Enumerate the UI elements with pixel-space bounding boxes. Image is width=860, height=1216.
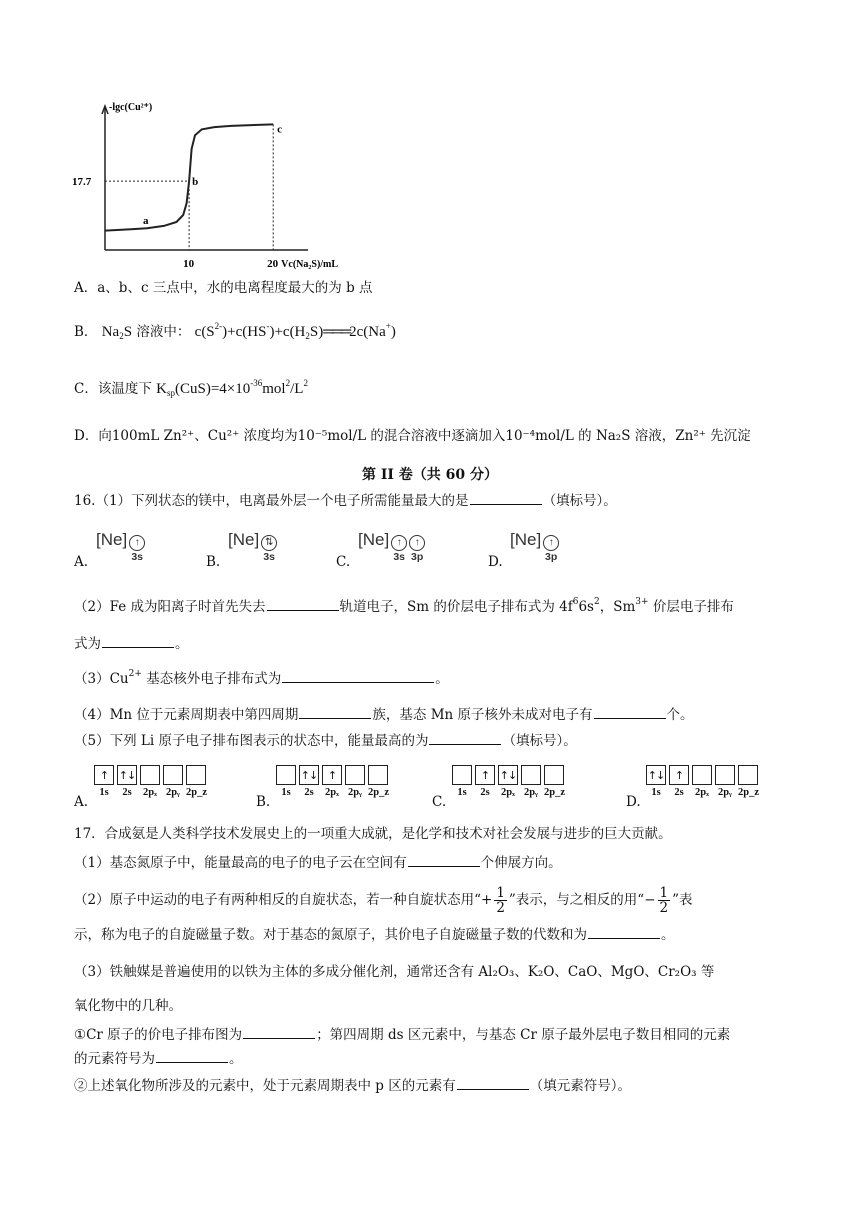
orbital-box: ↑↓ xyxy=(299,765,319,785)
li-option-letter: A. xyxy=(74,794,89,810)
q16-part2-line2: 式为 。 xyxy=(74,633,189,654)
orbital-cell xyxy=(129,530,145,563)
mg-config xyxy=(96,530,145,563)
orbital-label: 1s xyxy=(99,787,109,798)
li-option-letter: B. xyxy=(256,794,271,810)
x-axis-label: Vc(Na₂S)/mL xyxy=(281,259,339,270)
q16-part4: （4）Mn 位于元素周期表中第四周期 族，基态 Mn 原子核外未成对电子有 个。 xyxy=(74,704,694,725)
noble-gas-core: [Ne] xyxy=(510,530,542,549)
point-label-b: b xyxy=(192,176,199,189)
orbital-box xyxy=(715,765,735,785)
orbital-box xyxy=(452,765,472,785)
q17-stem: 17．合成氨是人类科学技术发展史上的一项重大成就，是化学和技术对社会发展与进步的巨大贡献。 xyxy=(74,826,672,842)
orbital-cell xyxy=(261,530,277,563)
orbital-label: 2pᵧ xyxy=(165,787,181,798)
orbital-cell xyxy=(391,530,407,563)
mg-config xyxy=(358,530,425,563)
orbital-box xyxy=(276,765,296,785)
orbital-label: 2pₓ xyxy=(142,787,158,798)
mg-config xyxy=(510,530,559,563)
orbital-label: 1s xyxy=(651,787,661,798)
orbital-label: 2p_z xyxy=(544,787,565,798)
orbital-circle: ↑ xyxy=(409,535,425,551)
point-label-c: c xyxy=(277,123,283,136)
orbital-label: 2pᵧ xyxy=(717,787,733,798)
orbital-box xyxy=(544,765,564,785)
li-orbital-diagram xyxy=(452,765,564,805)
y-axis-label: -lgc(Cu²⁺) xyxy=(109,102,153,113)
orbital-box: ↑ xyxy=(322,765,342,785)
q16-part1-stem: 16.（1）下列状态的镁中，电离最外层一个电子所需能量最大的是 （填标号）。 xyxy=(74,490,617,511)
orbital-circle: ↑ xyxy=(391,535,407,551)
q17-part2: （2）原子中运动的电子有两种相反的自旋状态，若一种自旋状态用“+ $\frac{1}{2}$ ”表示，与之相反的用“− $\frac{1}{2}$ ”表 xyxy=(74,885,693,916)
li-option-letter: C. xyxy=(432,794,447,810)
noble-gas-core: [Ne] xyxy=(358,530,390,549)
orbital-box xyxy=(163,765,183,785)
orbital-box xyxy=(140,765,160,785)
orbital-box: ↑↓ xyxy=(117,765,137,785)
orbital-circle: ⇅ xyxy=(261,535,277,551)
orbital-cell xyxy=(409,530,425,563)
orbital-box: ↑ xyxy=(475,765,495,785)
q17-part3: （3）铁触媒是普遍使用的以铁为主体的多成分催化剂，通常还含有 Al₂O₃、K₂O、CaO、MgO、Cr₂O₃ 等 xyxy=(74,964,715,980)
orbital-box xyxy=(521,765,541,785)
x-tick-label: 20 xyxy=(267,258,279,270)
orbital-label: 2pₓ xyxy=(324,787,340,798)
q17-part1: （1）基态氮原子中，能量最高的电子的电子云在空间有 个伸展方向。 xyxy=(74,852,562,873)
orbital-box xyxy=(345,765,365,785)
section-heading: 第 II 卷（共 60 分） xyxy=(361,467,499,483)
q17-part3-sub1: ①Cr 原子的价电子排布图为 ；第四周期 ds 区元素中，与基态 Cr 原子最外层电子数目相同的元素 xyxy=(74,1024,730,1045)
q16-part5: （5）下列 Li 原子电子排布图表示的状态中，能量最高的为 （填标号）。 xyxy=(74,730,577,751)
orbital-label: 1s xyxy=(281,787,291,798)
q17-part3-line2: 氧化物中的几种。 xyxy=(74,998,182,1014)
q17-part3-sub2: ②上述氧化物所涉及的元素中，处于元素周期表中 p 区的元素有 （填元素符号）。 xyxy=(74,1075,631,1096)
orbital-label: 3p xyxy=(545,551,558,563)
orbital-label: 2pᵧ xyxy=(523,787,539,798)
orbital-label: 2s xyxy=(122,787,132,798)
q17-part3-sub1-line2: 的元素符号为 。 xyxy=(74,1048,243,1069)
orbital-label: 2s xyxy=(304,787,314,798)
x-tick-label: 10 xyxy=(183,258,195,270)
orbital-label: 2pₓ xyxy=(500,787,516,798)
fraction: $\frac{1}{2}$ xyxy=(659,885,669,916)
orbital-label: 2p_z xyxy=(186,787,207,798)
li-orbital-diagram xyxy=(94,765,206,805)
orbital-circle: ↑ xyxy=(129,535,145,551)
q17-part2-line2: 示，称为电子的自旋磁量子数。对于基态的氮原子，其价电子自旋磁量子数的代数和为 。 xyxy=(74,924,675,945)
q15-option-d: D．向100mL Zn²⁺、Cu²⁺ 浓度均为10⁻⁵mol/L 的混合溶液中逐滴加入10⁻⁴mol/L 的 Na₂S 溶液，Zn²⁺ 先沉淀 xyxy=(74,428,751,444)
orbital-box xyxy=(186,765,206,785)
orbital-label: 2pᵧ xyxy=(347,787,363,798)
mg-option-letter: B. xyxy=(206,554,221,570)
li-orbital-diagram xyxy=(646,765,758,805)
orbital-label: 2pₓ xyxy=(694,787,710,798)
noble-gas-core: [Ne] xyxy=(96,530,128,549)
orbital-label: 3s xyxy=(131,551,144,563)
orbital-box xyxy=(368,765,388,785)
li-option-letter: D. xyxy=(626,794,641,810)
q15-option-c: C．该温度下 $K_{sp}(CuS)=4\times 10^{-36}mol^2/L^2$ xyxy=(74,378,308,398)
orbital-cell xyxy=(543,530,559,563)
mg-option-letter: D. xyxy=(488,554,503,570)
q15-option-b: B． $Na_2S$ 溶液中： $c(S^{2-})+c(HS^-)+c(H_2S)═══2c(Na^+)$ xyxy=(74,321,396,341)
orbital-label: 3s xyxy=(393,551,406,563)
orbital-circle: ↑ xyxy=(543,535,559,551)
orbital-label: 1s xyxy=(457,787,467,798)
orbital-box: ↑↓ xyxy=(498,765,518,785)
li-orbital-diagram xyxy=(276,765,388,805)
mg-option-letter: C. xyxy=(336,554,351,570)
orbital-label: 3s xyxy=(263,551,276,563)
orbital-label: 2p_z xyxy=(738,787,759,798)
orbital-box: ↑ xyxy=(94,765,114,785)
q15-option-a: A．a、b、c 三点中，水的电离程度最大的为 b 点 xyxy=(74,280,373,296)
orbital-label: 2s xyxy=(674,787,684,798)
orbital-box xyxy=(692,765,712,785)
orbital-box xyxy=(738,765,758,785)
orbital-label: 2p_z xyxy=(368,787,389,798)
orbital-box: ↑ xyxy=(669,765,689,785)
q16-part2: （2）Fe 成为阳离子时首先失去 轨道电子，Sm 的价层电子排布式为 $4f^66s^2$，$Sm^{3+}$ 价层电子排布 xyxy=(74,597,734,615)
q16-part3: $(3)Cu^{2+}$ 基态核外电子排布式为 。 xyxy=(74,669,449,687)
fraction: $\frac{1}{2}$ xyxy=(496,885,505,916)
point-label-a: a xyxy=(143,215,149,228)
orbital-label: 3p xyxy=(411,551,424,563)
orbital-label: 2s xyxy=(480,787,490,798)
mg-config xyxy=(228,530,277,563)
orbital-box: ↑↓ xyxy=(646,765,666,785)
mg-option-letter: A. xyxy=(74,554,89,570)
y-tick-label: 17.7 xyxy=(72,176,92,189)
titration-chart xyxy=(70,100,339,275)
noble-gas-core: [Ne] xyxy=(228,530,260,549)
